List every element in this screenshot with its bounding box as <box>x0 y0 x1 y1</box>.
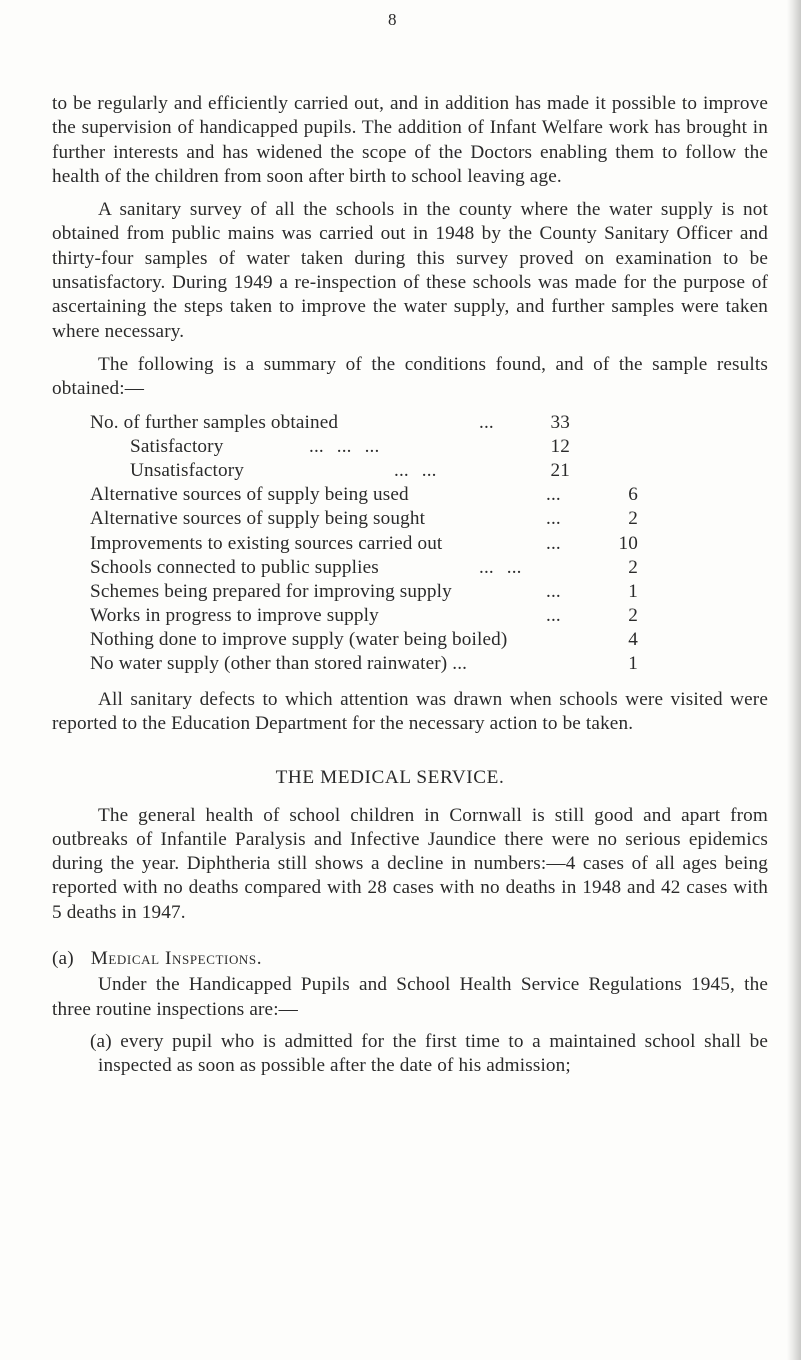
summary-leader-dots: ... <box>546 484 561 506</box>
summary-row <box>52 652 768 676</box>
paragraph-general-health: The general health of school children in Cornwall is still good and apart from outbreaks of Infantile Paralysis and Infective Jaundice there were no serious epidemics during the year. Diphtheria still shows a decline in numbers:—4 cases of all ages being reported with no deaths compared with 28 cases with no deaths in 1948 and 42 cases with 5 deaths in 1947. <box>52 804 768 923</box>
page-number: 8 <box>388 10 397 29</box>
summary-value: 10 <box>618 532 638 554</box>
summary-label: Improvements to existing sources carried out <box>90 532 443 554</box>
summary-row <box>52 532 768 556</box>
summary-row <box>52 556 768 580</box>
summary-label: Alternative sources of supply being used <box>90 484 409 506</box>
paragraph-sanitary-survey: A sanitary survey of all the schools in the county where the water supply is not obtained from public mains was carried out in 1948 by the County Sanitary Officer and thirty-four samples of water taken during this survey proved on examination to be unsatisfactory. During 1949 a re-inspection of these schools was made for the purpose of ascertaining the steps taken to improve the water supply, and further samples were taken where necessary. <box>52 199 768 342</box>
summary-value: 33 <box>550 411 570 433</box>
summary-leader-dots: ... ... <box>394 459 437 481</box>
subheading-label: (a) <box>52 948 74 969</box>
paragraph-summary-intro: The following is a summary of the conditions found, and of the sample results obtained:— <box>52 353 768 400</box>
summary-leader-dots: ... <box>546 605 561 627</box>
summary-value: 4 <box>628 629 638 651</box>
summary-label: No water supply (other than stored rainwater) ... <box>90 653 468 675</box>
paragraph-continuation: to be regularly and efficiently carried out, and in addition has made it possible to improve the supervision of handicapped pupils. The addition of Infant Welfare work has brought in further interests and has widened the scope of the Doctors enabling them to follow the health of the children from soon after birth to school leaving age. <box>52 93 768 187</box>
section-heading: THE MEDICAL SERVICE. <box>275 767 505 789</box>
summary-row <box>52 507 768 531</box>
paragraph-regulations: Under the Handicapped Pupils and School Health Service Regulations 1945, the three routine inspections are:— <box>52 974 768 1020</box>
page-edge-shadow <box>787 0 801 1360</box>
summary-leader-dots: ... <box>546 508 561 530</box>
summary-label: Works in progress to improve supply <box>90 605 379 627</box>
summary-row <box>52 628 768 652</box>
summary-leader-dots: ... <box>479 411 494 433</box>
summary-leader-dots: ... <box>546 580 561 602</box>
summary-row <box>52 604 768 628</box>
subheading-text: Medical Inspections. <box>90 948 263 969</box>
subheading-medical-inspections <box>52 947 768 971</box>
summary-value: 1 <box>628 580 638 602</box>
summary-row <box>52 459 768 483</box>
summary-label: Alternative sources of supply being sought <box>90 508 426 530</box>
summary-row <box>52 435 768 459</box>
summary-leader-dots: ... ... ... <box>309 435 380 457</box>
summary-value: 6 <box>628 484 638 506</box>
summary-table <box>52 411 768 677</box>
rule-item-text: every pupil who is admitted for the first time to a maintained school shall be inspected as soon as possible after the date of his admission; <box>98 1030 768 1077</box>
summary-value: 12 <box>550 435 570 457</box>
summary-row <box>52 580 768 604</box>
summary-leader-dots: ... ... <box>479 556 522 578</box>
summary-row <box>52 483 768 507</box>
summary-value: 2 <box>628 556 638 578</box>
rule-item-a <box>52 1030 768 1079</box>
summary-label: Nothing done to improve supply (water being boiled) <box>90 629 508 651</box>
summary-value: 1 <box>628 653 638 675</box>
page-body <box>52 92 768 1078</box>
summary-label: Satisfactory <box>130 435 224 457</box>
summary-label: Schools connected to public supplies <box>90 556 379 578</box>
summary-value: 21 <box>550 459 570 481</box>
summary-value: 2 <box>628 508 638 530</box>
summary-leader-dots: ... <box>546 532 561 554</box>
summary-row <box>52 411 768 435</box>
summary-label: Schemes being prepared for improving supply <box>90 580 452 602</box>
summary-label: No. of further samples obtained <box>90 411 339 433</box>
paragraph-sanitary-defects: All sanitary defects to which attention was drawn when schools were visited were reported to the Education Department for the necessary action to be taken. <box>52 688 768 734</box>
summary-value: 2 <box>628 605 638 627</box>
summary-label: Unsatisfactory <box>130 459 244 481</box>
rule-item-label: (a) <box>90 1030 112 1052</box>
